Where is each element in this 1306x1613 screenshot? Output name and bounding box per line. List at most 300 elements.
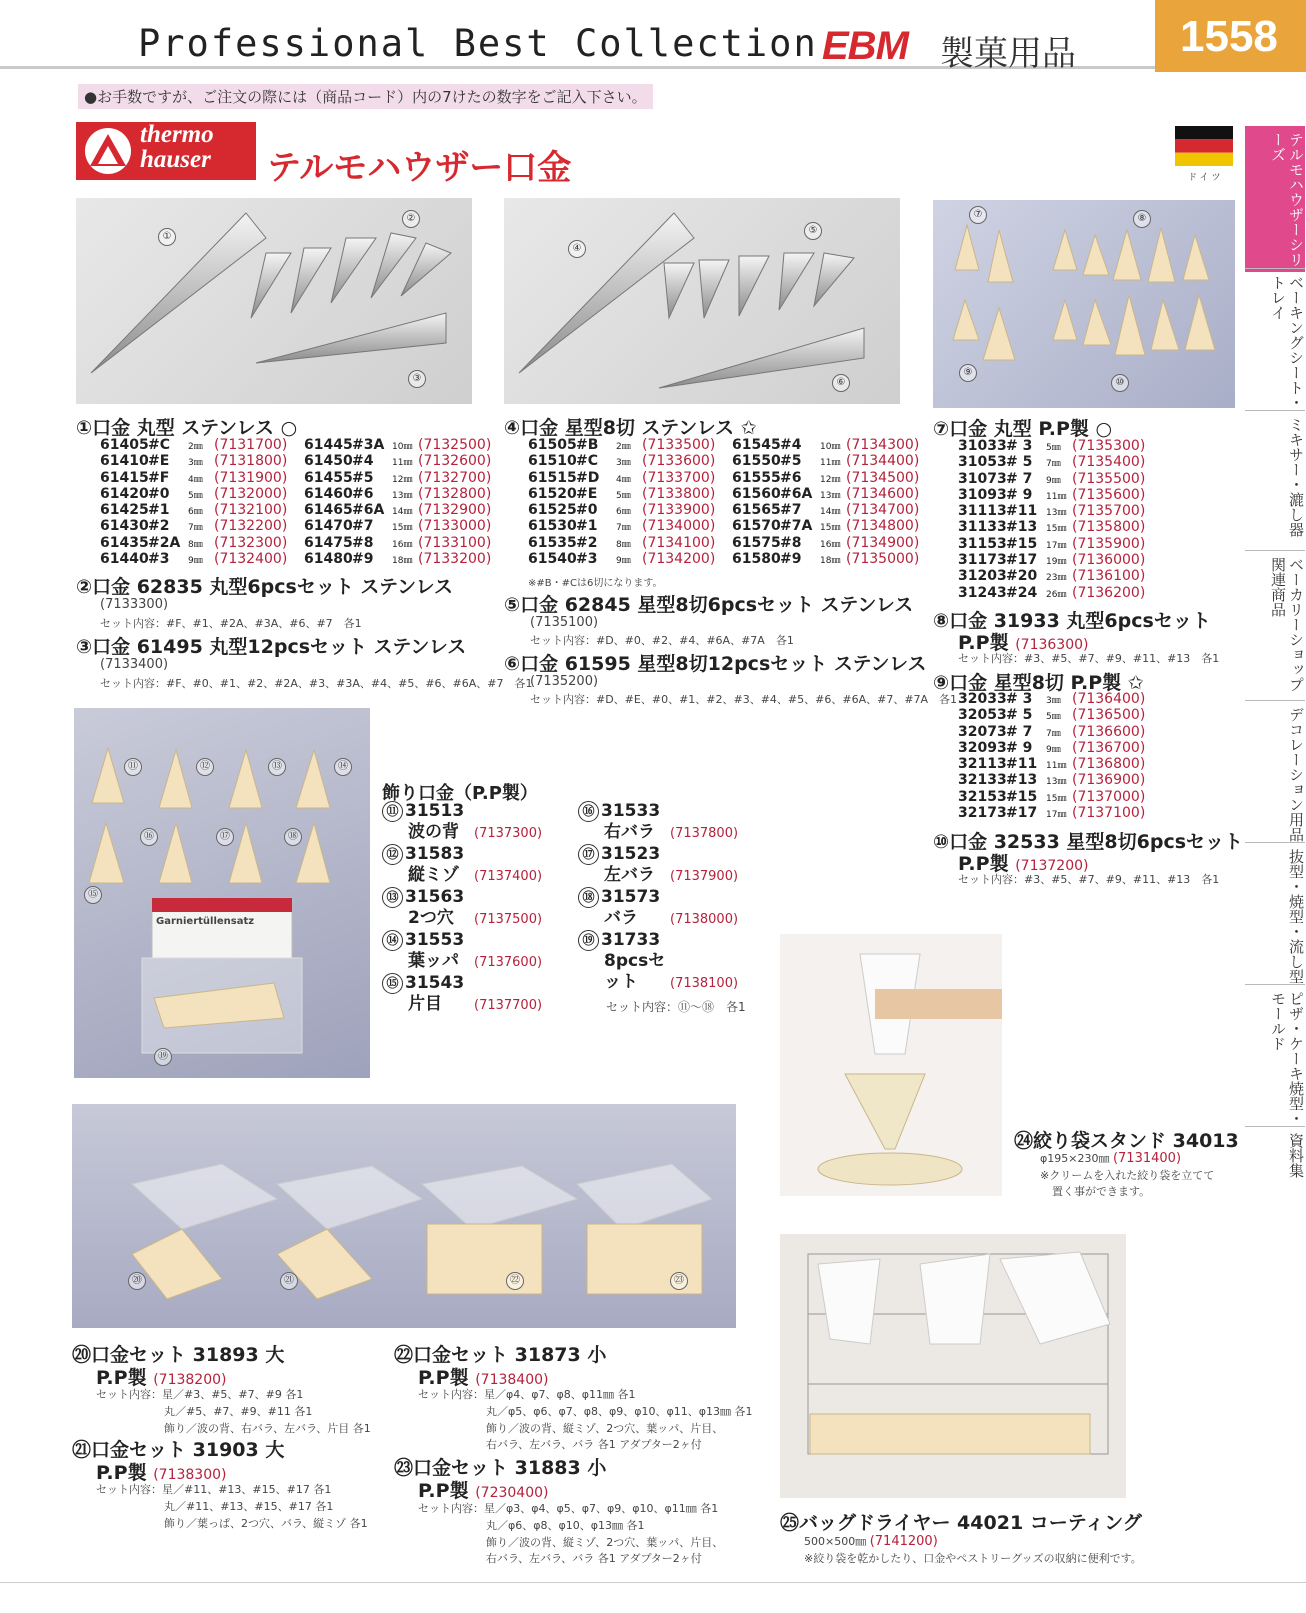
- item-25-code: (7141200): [869, 1534, 938, 1549]
- product-number: 32053: [958, 707, 1007, 724]
- size-code: #0: [148, 485, 170, 502]
- order-code: (7135300): [1072, 438, 1146, 454]
- table-row: [528, 551, 919, 567]
- item-23-title2: [418, 1476, 549, 1503]
- product-number: 61445: [304, 437, 353, 453]
- order-code: (7132300): [214, 534, 288, 551]
- diameter: 12㎜: [392, 474, 413, 485]
- footer-rule: [0, 1582, 1306, 1583]
- order-code: (7133000): [418, 518, 492, 535]
- bag-stand-illustration: [780, 934, 1002, 1196]
- item-25-number: ㉕: [780, 1512, 800, 1534]
- order-code: (7135400): [1072, 454, 1146, 471]
- photo-label: ⑨: [959, 364, 977, 382]
- side-tab-decoration[interactable]: デコレーション用品: [1245, 700, 1305, 847]
- item-8-code: (7136300): [1015, 637, 1089, 653]
- item-21-material: P.P製: [96, 1462, 147, 1484]
- order-code: (7133800): [642, 485, 716, 502]
- product-number: 61560: [732, 485, 781, 502]
- item-6-code: (7135200): [530, 674, 599, 689]
- product-number: 61545: [732, 437, 781, 453]
- deco-item-name: 8pcsセット: [604, 951, 666, 992]
- diameter: 5㎜: [188, 490, 203, 501]
- deco-item-code: 31563: [405, 887, 465, 907]
- order-code: (7132900): [418, 502, 492, 519]
- product-number: 61415: [100, 469, 149, 486]
- table-row: [958, 487, 1145, 503]
- diameter: 8㎜: [188, 539, 203, 550]
- diameter: 13㎜: [820, 490, 841, 501]
- order-code: (7134300): [846, 437, 920, 453]
- brand-logo: EBM: [822, 24, 908, 68]
- deco-list-left: [382, 801, 542, 1016]
- table-row: [958, 519, 1145, 535]
- diameter: 17㎜: [1046, 810, 1067, 821]
- item-21-code: (7138300): [153, 1467, 227, 1483]
- diameter: 6㎜: [616, 507, 631, 518]
- item-23-line: 右バラ、左バラ、バラ 各1 アダプター2ヶ付: [486, 1552, 702, 1565]
- diameter: 7㎜: [1046, 728, 1061, 739]
- item-22-line: 丸／φ5、φ6、φ7、φ8、φ9、φ10、φ11、φ13㎜ 各1: [486, 1405, 753, 1418]
- side-tab-bakery[interactable]: ベーカリーショップ関連商品: [1245, 550, 1305, 705]
- diameter: 13㎜: [1046, 777, 1067, 788]
- deco-item-code: 31573: [601, 887, 661, 907]
- product-number: 61525: [528, 502, 577, 519]
- diameter: 15㎜: [1046, 793, 1067, 804]
- item-6-title: [504, 649, 927, 676]
- product-number: 32173: [958, 805, 1007, 822]
- product-number: 61410: [100, 453, 149, 470]
- diameter: 15㎜: [1046, 524, 1067, 535]
- deco-item-name: 波の背: [408, 822, 459, 842]
- diameter: 8㎜: [616, 539, 631, 550]
- table-row: [100, 535, 491, 551]
- item-5-title: [504, 590, 913, 617]
- product-number: 61480: [304, 551, 353, 568]
- size-code: #13: [1006, 772, 1038, 789]
- boxed-sets-illustration: [72, 1104, 736, 1328]
- product-number: 61570: [732, 518, 781, 535]
- diameter: 3㎜: [1046, 696, 1061, 706]
- item-25-spec: [804, 1533, 938, 1549]
- deco-item-order-code: (7137700): [474, 998, 543, 1013]
- item-2-number: ②: [76, 576, 93, 598]
- diameter: 16㎜: [820, 539, 841, 550]
- photo-label: ⑳: [128, 1272, 146, 1290]
- product-number: 61515: [528, 469, 577, 486]
- diameter: 4㎜: [188, 474, 203, 485]
- order-code: (7132000): [214, 485, 288, 502]
- photo-boxed-sets: [72, 1104, 736, 1328]
- deco-item-code: 31523: [601, 844, 661, 864]
- product-number: 31243: [958, 584, 1007, 601]
- size-code: #7A: [780, 518, 813, 535]
- product-number: 31153: [958, 535, 1007, 552]
- order-code: (7135000): [846, 551, 920, 568]
- deco-item-name: バラ: [604, 908, 638, 928]
- deco-item-order-code: (7137300): [474, 826, 543, 841]
- deco-item-name: 左バラ: [604, 865, 655, 885]
- product-number: 61540: [528, 551, 577, 568]
- order-code: (7132200): [214, 518, 288, 535]
- order-code: (7134600): [846, 485, 920, 502]
- size-code: # 5: [1006, 454, 1033, 471]
- size-code: #24: [1006, 584, 1038, 601]
- deco-item-detail: [578, 822, 738, 844]
- size-code: #3: [148, 551, 170, 568]
- order-code: (7131700): [214, 437, 288, 453]
- size-code: #1: [148, 502, 170, 519]
- diameter: 26㎜: [1046, 589, 1067, 600]
- order-code: (7137100): [1072, 805, 1146, 822]
- deco-item-order-code: (7138100): [670, 976, 739, 991]
- item-24-code: (7131400): [1112, 1151, 1182, 1166]
- decorative-tips-illustration: [74, 708, 370, 1078]
- diameter: 13㎜: [392, 490, 413, 501]
- size-code: #15: [1006, 788, 1038, 805]
- deco-item-order-code: (7137600): [474, 955, 543, 970]
- order-code: (7133700): [642, 469, 716, 486]
- product-number: 31203: [958, 568, 1007, 585]
- side-tab-baking-sheet[interactable]: ベーキングシート・トレイ: [1245, 268, 1305, 415]
- diameter: 16㎜: [392, 539, 413, 550]
- table-row: [958, 471, 1145, 487]
- order-code: (7134800): [846, 518, 920, 535]
- order-code: (7135800): [1072, 519, 1146, 536]
- product-number: 61425: [100, 502, 149, 519]
- deco-item-detail: [382, 951, 542, 973]
- product-number: 61405: [100, 437, 149, 453]
- product-number: 61450: [304, 453, 353, 470]
- product-number: 31033: [958, 438, 1007, 454]
- diameter: 9㎜: [188, 556, 203, 567]
- photo-label: ⑲: [154, 1048, 172, 1066]
- product-number: 61535: [528, 534, 577, 551]
- item-22-line: セット内容：星／φ4、φ7、φ8、φ11㎜ 各1: [418, 1388, 636, 1401]
- item-21-name: 口金セット 31903 大: [91, 1439, 285, 1461]
- item-22-number: ㉒: [394, 1344, 414, 1366]
- diameter: 10㎜: [820, 442, 841, 452]
- deco-item: [382, 844, 542, 865]
- size-code: #B: [576, 437, 599, 453]
- item-7-table: [958, 438, 1145, 601]
- side-tab-pizza-cake[interactable]: ピザ・ケーキ焼型・モールド: [1245, 984, 1305, 1131]
- order-code: (7132400): [214, 551, 288, 568]
- table-row: [100, 518, 491, 534]
- item-21-number: ㉑: [72, 1439, 92, 1461]
- size-code: #17: [1006, 805, 1038, 822]
- size-code: # 7: [1006, 723, 1033, 740]
- item-22-material: P.P製: [418, 1367, 469, 1389]
- item-20-line: 丸／#5、#7、#9、#11 各1: [164, 1405, 313, 1418]
- product-number: 61550: [732, 453, 781, 470]
- deco-item-order-code: (7138000): [670, 912, 739, 927]
- page-number: 1558: [1180, 12, 1278, 61]
- size-code: # 3: [1006, 691, 1033, 707]
- item-25-name: バッグドライヤー 44021 コーティング: [799, 1512, 1142, 1534]
- size-code: #E: [576, 485, 598, 502]
- item-9-number: ⑨: [933, 672, 950, 694]
- product-number: 61465: [304, 502, 353, 519]
- item-21-line: セット内容：星／#11、#13、#15、#17 各1: [96, 1483, 332, 1496]
- item-22-name: 口金セット 31873 小: [413, 1344, 607, 1366]
- photo-bag-dryer: [780, 1234, 1126, 1498]
- item-24-number: ㉔: [1014, 1130, 1034, 1152]
- size-code: #0: [576, 502, 598, 519]
- photo-label: ⑥: [832, 374, 850, 392]
- photo-stainless-star-tips: [504, 198, 900, 404]
- size-code: # 9: [1006, 739, 1033, 756]
- deco-item-code: 31533: [601, 801, 661, 821]
- deco-item-number: ⑪: [382, 801, 403, 822]
- item-3-title: [76, 632, 466, 659]
- order-code: (7136500): [1072, 707, 1146, 724]
- item-20-code: (7138200): [153, 1372, 227, 1388]
- product-number: 61455: [304, 469, 353, 486]
- order-code: (7133900): [642, 502, 716, 519]
- diameter: 9㎜: [616, 556, 631, 567]
- diameter: 11㎜: [392, 458, 413, 469]
- size-code: #11: [1006, 756, 1038, 773]
- item-23-material: P.P製: [418, 1480, 469, 1502]
- product-number: 31093: [958, 486, 1007, 503]
- deco-item-number: ⑰: [578, 844, 599, 865]
- size-code: #8: [352, 534, 374, 551]
- order-code: (7136600): [1072, 723, 1146, 740]
- size-code: #3A: [352, 437, 385, 453]
- diameter: 3㎜: [616, 458, 631, 469]
- product-number: 31133: [958, 519, 1007, 536]
- size-code: #C: [576, 453, 599, 470]
- order-code: (7136100): [1072, 568, 1146, 585]
- product-number: 61470: [304, 518, 353, 535]
- photo-label: ④: [568, 240, 586, 258]
- table-row: [100, 486, 491, 502]
- photo-label: ⑧: [1133, 210, 1151, 228]
- deco-item-number: ⑮: [382, 973, 403, 994]
- diameter: 4㎜: [616, 474, 631, 485]
- order-code: (7134100): [642, 534, 716, 551]
- item-20-line: セット内容：星／#3、#5、#7、#9 各1: [96, 1388, 304, 1401]
- product-number: 61460: [304, 485, 353, 502]
- deco-item-detail: [578, 865, 738, 887]
- side-tab-molds[interactable]: 抜型・焼型・流し型: [1245, 842, 1305, 989]
- table-row: [958, 552, 1145, 568]
- deco-item-code: 31513: [405, 801, 465, 821]
- product-number: 32073: [958, 723, 1007, 740]
- order-code: (7136200): [1072, 584, 1146, 601]
- size-code: #8: [780, 534, 802, 551]
- table-row: [958, 805, 1145, 821]
- deco-item-name: 葉ッパ: [408, 951, 459, 971]
- size-code: #3: [576, 551, 598, 568]
- deco-item-code: 31583: [405, 844, 465, 864]
- diameter: 19㎜: [1046, 557, 1067, 568]
- order-code: (7134700): [846, 502, 920, 519]
- header-title: Professional Best Collection: [138, 22, 818, 65]
- photo-label: ②: [402, 210, 420, 228]
- photo-label: ⑦: [969, 206, 987, 224]
- order-code: (7136700): [1072, 739, 1146, 756]
- order-code: (7132500): [418, 437, 492, 453]
- diameter: 18㎜: [392, 556, 413, 567]
- item-4-note: ※#B・#Cは6切になります。: [528, 578, 663, 589]
- item-23-line: 丸／φ6、φ8、φ10、φ13㎜ 各1: [486, 1519, 645, 1532]
- size-code: #5: [352, 469, 374, 486]
- item-8-contents: セット内容：#3、#5、#7、#9、#11、#13 各1: [958, 652, 1220, 665]
- diameter: 11㎜: [1046, 761, 1067, 772]
- table-row: [528, 518, 919, 534]
- side-tab-mixer[interactable]: ミキサー・漉し器: [1245, 410, 1305, 555]
- photo-label: ⑯: [140, 828, 158, 846]
- logo-text-line2: hauser: [140, 146, 211, 173]
- side-tab-thermohauser[interactable]: テルモハウザーシリーズ: [1245, 126, 1305, 272]
- deco-item-detail: [382, 865, 542, 887]
- deco-item-number: ⑱: [578, 887, 599, 908]
- diameter: 17㎜: [1046, 540, 1067, 551]
- order-code: (7136900): [1072, 772, 1146, 789]
- order-code: (7136400): [1072, 691, 1146, 707]
- diameter: 23㎜: [1046, 573, 1067, 584]
- size-code: #F: [148, 469, 170, 486]
- deco-item: [578, 887, 738, 908]
- item-24-size: φ195×230㎜: [1040, 1152, 1110, 1165]
- item-23-code: (7230400): [475, 1485, 549, 1501]
- size-code: #2: [148, 518, 170, 535]
- order-code: (7135900): [1072, 535, 1146, 552]
- item-22-line: 右バラ、左バラ、バラ 各1 アダプター2ヶ付: [486, 1438, 702, 1451]
- table-row: [528, 535, 919, 551]
- diameter: 14㎜: [820, 507, 841, 518]
- diameter: 14㎜: [392, 507, 413, 518]
- diameter: 5㎜: [616, 490, 631, 501]
- deco-item-number: ⑫: [382, 844, 403, 865]
- photo-label: ③: [408, 370, 426, 388]
- size-code: #2A: [148, 534, 181, 551]
- item-7-number: ⑦: [933, 418, 950, 440]
- photo-label: ①: [158, 228, 176, 246]
- item-1-number: ①: [76, 417, 93, 439]
- photo-label: ㉒: [506, 1272, 524, 1290]
- item-23-name: 口金セット 31883 小: [413, 1457, 607, 1479]
- table-row: [958, 454, 1145, 470]
- order-code: (7132100): [214, 502, 288, 519]
- deco-item-code: 31543: [405, 973, 465, 993]
- item-20-line: 飾り／波の背、右バラ、左バラ、片目 各1: [164, 1422, 371, 1435]
- table-row: [528, 453, 919, 469]
- product-number: 61475: [304, 534, 353, 551]
- deco-list-right: [578, 801, 738, 994]
- order-code: (7134900): [846, 534, 920, 551]
- deco-item-order-code: (7137800): [670, 826, 739, 841]
- photo-bag-stand: [780, 934, 1002, 1196]
- diameter: 11㎜: [820, 458, 841, 469]
- deco-item-order-code: (7137500): [474, 912, 543, 927]
- size-code: #D: [576, 469, 600, 486]
- product-number: 32113: [958, 756, 1007, 773]
- size-code: #20: [1006, 568, 1038, 585]
- photo-label: ⑭: [334, 758, 352, 776]
- germany-flag-icon: [1175, 126, 1233, 166]
- size-code: #7: [352, 518, 374, 535]
- product-number: 31173: [958, 552, 1007, 569]
- item-4-title: [504, 413, 757, 440]
- product-number: 31073: [958, 470, 1007, 487]
- deco-item-detail: [578, 908, 738, 930]
- item-3-code: (7133400): [100, 657, 169, 672]
- product-number: 61420: [100, 485, 149, 502]
- table-row: [100, 470, 491, 486]
- diameter: 7㎜: [188, 523, 203, 534]
- bag-dryer-illustration: [780, 1234, 1126, 1498]
- item-4-number: ④: [504, 417, 521, 439]
- item-4-table: [528, 437, 919, 567]
- diameter: 10㎜: [392, 442, 413, 452]
- product-number: 31113: [958, 503, 1007, 520]
- size-code: # 3: [1006, 438, 1033, 454]
- deco-item-number: ⑲: [578, 930, 599, 951]
- order-code: (7135600): [1072, 486, 1146, 503]
- order-code: (7135500): [1072, 470, 1146, 487]
- product-number: 61520: [528, 485, 577, 502]
- deco-item-name: 2つ穴: [408, 908, 454, 928]
- category-title: 製菓用品: [940, 34, 1076, 74]
- deco-item-number: ⑬: [382, 887, 403, 908]
- order-code: (7136000): [1072, 552, 1146, 569]
- photo-label: ⑬: [268, 758, 286, 776]
- diameter: 9㎜: [1046, 475, 1061, 486]
- product-number: 61530: [528, 518, 577, 535]
- item-21-line: 飾り／葉っぱ、2つ穴、バラ、縦ミゾ 各1: [164, 1517, 368, 1530]
- size-code: #5: [780, 453, 802, 470]
- item-9-table: [958, 691, 1145, 821]
- order-code: (7132600): [418, 453, 492, 470]
- item-20-name: 口金セット 31893 大: [91, 1344, 285, 1366]
- size-code: #6: [780, 469, 802, 486]
- order-code: (7135700): [1072, 503, 1146, 520]
- item-10-material: P.P製: [958, 853, 1009, 875]
- item-23-line: セット内容：星／φ3、φ4、φ5、φ7、φ9、φ10、φ11㎜ 各1: [418, 1502, 719, 1515]
- order-code: (7134000): [642, 518, 716, 535]
- deco-item: [578, 930, 738, 951]
- flag-label: ドイツ: [1188, 173, 1224, 183]
- photo-label: ⑪: [124, 758, 142, 776]
- item-24-name: 絞り袋スタンド 34013: [1033, 1130, 1239, 1152]
- item-23-number: ㉓: [394, 1457, 414, 1479]
- table-row: [958, 438, 1145, 454]
- photo-label: ㉓: [670, 1272, 688, 1290]
- deco-item-name: 縦ミゾ: [408, 865, 459, 885]
- side-tab-reference[interactable]: 資料集: [1245, 1126, 1305, 1533]
- diameter: 12㎜: [820, 474, 841, 485]
- table-row: [528, 502, 919, 518]
- diameter: 2㎜: [188, 442, 203, 452]
- size-code: #4: [352, 453, 374, 470]
- size-code: #E: [148, 453, 170, 470]
- product-number: 31053: [958, 454, 1007, 471]
- logo-triangle-icon: [82, 126, 134, 176]
- photo-label: ⑱: [284, 828, 302, 846]
- item-20-material: P.P製: [96, 1367, 147, 1389]
- order-code: (7133500): [642, 437, 716, 453]
- deco-item-number: ⑭: [382, 930, 403, 951]
- diameter: 18㎜: [820, 556, 841, 567]
- table-row: [958, 724, 1145, 740]
- table-row: [528, 470, 919, 486]
- photo-pp-tips: [933, 200, 1235, 408]
- order-code: (7136800): [1072, 756, 1146, 773]
- table-row: [958, 585, 1145, 601]
